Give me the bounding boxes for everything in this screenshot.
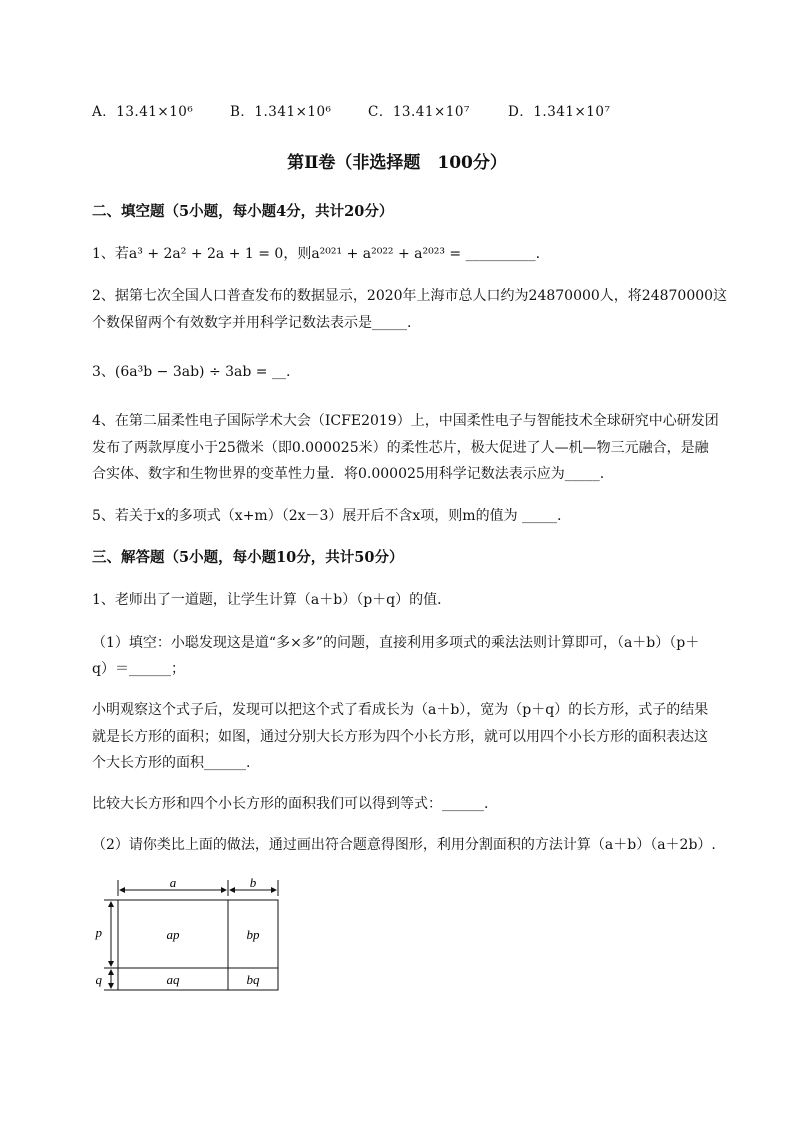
fill-q1: 1、若a³ + 2a² + 2a + 1 = 0，则a²⁰²¹ + a²⁰²² + a²⁰²³ = __________. (92, 246, 541, 262)
option-c: C．13.41×10⁷ (368, 104, 470, 120)
fill-q4-line2: 发布了两款厚度小于25微米（即0.000025米）的柔性芯片，极大促进了人—机—物三元融合，是融 (92, 440, 709, 456)
option-a: A．13.41×10⁶ (92, 104, 194, 120)
solve-p1-line2: q）＝______； (92, 661, 185, 677)
solve-q1-intro: 1、老师出了一道题，让学生计算（a＋b）（p＋q）的值． (92, 592, 452, 608)
solve-p1-line1: （1）填空：小聪发现这是道“多×多”的问题，直接利用多项式的乘法法则计算即可，（a＋b）（p＋ (92, 635, 700, 651)
fill-q5: 5、若关于x的多项式（x+m）（2x－3）展开后不含x项，则m的值为 _____. (92, 508, 562, 524)
section-title: 第Ⅱ卷（非选择题 100分） (287, 153, 507, 173)
solve-ming-line2: 就是长方形的面积；如图，通过分别大长方形为四个小长方形，就可以用四个小长方形的面积表达这 (92, 729, 708, 745)
solve-compare: 比较大长方形和四个小长方形的面积我们可以得到等式：______. (92, 796, 489, 812)
fill-q4-line3: 合实体、数字和生物世界的变革性力量．将0.000025用科学记数法表示应为_____. (92, 466, 605, 482)
option-b: B．1.341×10⁶ (230, 104, 332, 120)
fill-q3: 3、(6a³b − 3ab) ÷ 3ab = __. (92, 364, 291, 380)
solve-heading: 三、解答题（5小题，每小题10分，共计50分） (92, 549, 404, 566)
cell-bq: bq (246, 972, 260, 987)
area-figure (88, 872, 288, 994)
fill-q2-line2: 个数保留两个有效数字并用科学记数法表示是_____. (92, 315, 412, 331)
label-q: q (95, 972, 102, 987)
fill-q2-line1: 2、据第七次全国人口普查发布的数据显示，2020年上海市总人口约为24870000人，将24870000这 (92, 288, 728, 304)
solve-ming-line1: 小明观察这个式子后，发现可以把这个式了看成长为（a＋b），宽为（p＋q）的长方形，式子的结果 (92, 702, 709, 718)
solve-p2: （2）请你类比上面的做法，通过画出符合题意得图形，利用分割面积的方法计算（a＋b）（a＋2b）. (92, 837, 716, 853)
cell-bp: bp (246, 927, 260, 942)
cell-aq: aq (166, 972, 180, 987)
option-d: D．1.341×10⁷ (508, 104, 611, 120)
fill-q4-line1: 4、在第二届柔性电子国际学术大会（ICFE2019）上，中国柔性电子与智能技术全球研究中心研发团 (92, 413, 719, 429)
label-a: a (169, 875, 177, 890)
cell-ap: ap (166, 927, 180, 942)
label-p: p (95, 925, 102, 940)
label-b: b (249, 875, 257, 890)
solve-ming-line3: 个大长方形的面积______. (92, 755, 251, 771)
fill-heading: 二、填空题（5小题，每小题4分，共计20分） (92, 203, 394, 220)
